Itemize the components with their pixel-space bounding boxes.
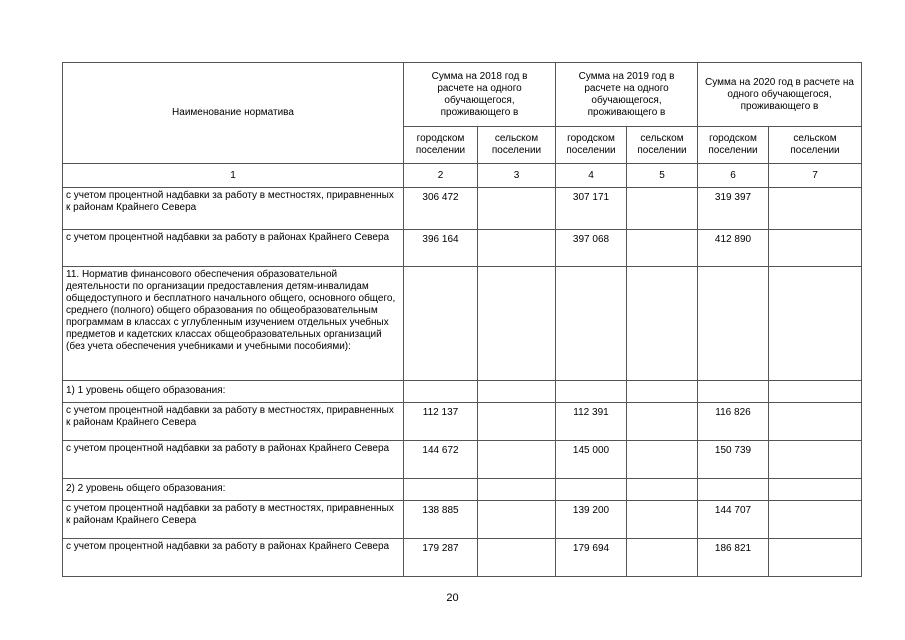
value-2018-rural (478, 539, 556, 577)
value-2019-urban (556, 381, 627, 403)
column-number: 3 (478, 164, 556, 188)
value-2019-rural (627, 188, 698, 230)
value-2019-rural (627, 539, 698, 577)
value-2019-rural (627, 441, 698, 479)
column-number: 7 (769, 164, 862, 188)
value-2018-rural (478, 403, 556, 441)
header-urban: городском поселении (698, 127, 769, 164)
value-2018-urban: 179 287 (404, 539, 478, 577)
value-2020-rural (769, 441, 862, 479)
header-year-2019: Сумма на 2019 год в расчете на одного обучающегося, проживающего в (556, 63, 698, 127)
page-number: 20 (446, 592, 459, 604)
value-2018-urban: 144 672 (404, 441, 478, 479)
value-2018-rural (478, 381, 556, 403)
header-name-column: Наименование норматива (63, 63, 404, 164)
row-name: с учетом процентной надбавки за работу в районах Крайнего Севера (63, 539, 404, 577)
table-row (63, 403, 862, 441)
norms-table (62, 62, 862, 577)
value-2018-rural (478, 230, 556, 267)
column-number: 6 (698, 164, 769, 188)
value-2020-rural (769, 501, 862, 539)
table-row (63, 539, 862, 577)
column-number: 5 (627, 164, 698, 188)
value-2019-rural (627, 479, 698, 501)
value-2018-urban (404, 381, 478, 403)
value-2020-rural (769, 188, 862, 230)
value-2018-urban: 112 137 (404, 403, 478, 441)
table-row (63, 501, 862, 539)
value-2019-rural (627, 267, 698, 381)
value-2020-urban: 150 739 (698, 441, 769, 479)
header-row-years (63, 63, 862, 127)
value-2020-rural (769, 479, 862, 501)
value-2020-urban (698, 267, 769, 381)
value-2020-urban (698, 479, 769, 501)
table-row (63, 381, 862, 403)
value-2020-rural (769, 539, 862, 577)
value-2018-urban: 138 885 (404, 501, 478, 539)
column-number: 1 (63, 164, 404, 188)
value-2020-rural (769, 267, 862, 381)
value-2018-rural (478, 188, 556, 230)
value-2019-rural (627, 403, 698, 441)
row-name: с учетом процентной надбавки за работу в местностях, приравненных к районам Крайнего Севера (63, 403, 404, 441)
row-name: с учетом процентной надбавки за работу в местностях, приравненных к районам Крайнего Севера (63, 501, 404, 539)
value-2018-rural (478, 479, 556, 501)
value-2018-urban: 396 164 (404, 230, 478, 267)
value-2020-urban: 319 397 (698, 188, 769, 230)
value-2019-urban (556, 479, 627, 501)
header-urban: городском поселении (556, 127, 627, 164)
header-rural: сельском поселении (478, 127, 556, 164)
value-2020-rural (769, 381, 862, 403)
column-number: 2 (404, 164, 478, 188)
value-2018-urban (404, 479, 478, 501)
row-name: 2) 2 уровень общего образования: (63, 479, 404, 501)
value-2020-urban: 412 890 (698, 230, 769, 267)
value-2019-urban: 397 068 (556, 230, 627, 267)
value-2020-urban: 116 826 (698, 403, 769, 441)
row-name: с учетом процентной надбавки за работу в местностях, приравненных к районам Крайнего Севера (63, 188, 404, 230)
value-2020-urban: 144 707 (698, 501, 769, 539)
value-2020-urban (698, 381, 769, 403)
table-row (63, 230, 862, 267)
header-rural: сельском поселении (627, 127, 698, 164)
value-2018-rural (478, 441, 556, 479)
row-name: с учетом процентной надбавки за работу в районах Крайнего Севера (63, 441, 404, 479)
value-2019-rural (627, 230, 698, 267)
value-2019-rural (627, 501, 698, 539)
table-row (63, 441, 862, 479)
value-2020-rural (769, 403, 862, 441)
column-number: 4 (556, 164, 627, 188)
table-row (63, 479, 862, 501)
value-2019-urban (556, 267, 627, 381)
value-2019-urban: 179 694 (556, 539, 627, 577)
table-row (63, 188, 862, 230)
value-2018-urban (404, 267, 478, 381)
value-2020-urban: 186 821 (698, 539, 769, 577)
value-2019-rural (627, 381, 698, 403)
value-2019-urban: 145 000 (556, 441, 627, 479)
value-2019-urban: 112 391 (556, 403, 627, 441)
value-2018-urban: 306 472 (404, 188, 478, 230)
row-name: с учетом процентной надбавки за работу в районах Крайнего Севера (63, 230, 404, 267)
row-name: 11. Норматив финансового обеспечения образовательной деятельности по организации предоставления детям-инвалидам общедоступного и бесплатного начального общего, основного общего, среднего (полного) общего образования по общеобразовательным программам в классах с углубленным изучением отдельных учебных предметов и кадетских классах общеобразовательных организаций (без учета обеспечения учебниками и учебными пособиями): (63, 267, 404, 381)
value-2018-rural (478, 501, 556, 539)
header-year-2020: Сумма на 2020 год в расчете на одного обучающегося, проживающего в (698, 63, 862, 127)
header-rural: сельском поселении (769, 127, 862, 164)
row-name: 1) 1 уровень общего образования: (63, 381, 404, 403)
header-urban: городском поселении (404, 127, 478, 164)
value-2019-urban: 139 200 (556, 501, 627, 539)
value-2018-rural (478, 267, 556, 381)
table-row (63, 267, 862, 381)
value-2019-urban: 307 171 (556, 188, 627, 230)
column-number-row (63, 164, 862, 188)
value-2020-rural (769, 230, 862, 267)
header-year-2018: Сумма на 2018 год в расчете на одного обучающегося, проживающего в (404, 63, 556, 127)
